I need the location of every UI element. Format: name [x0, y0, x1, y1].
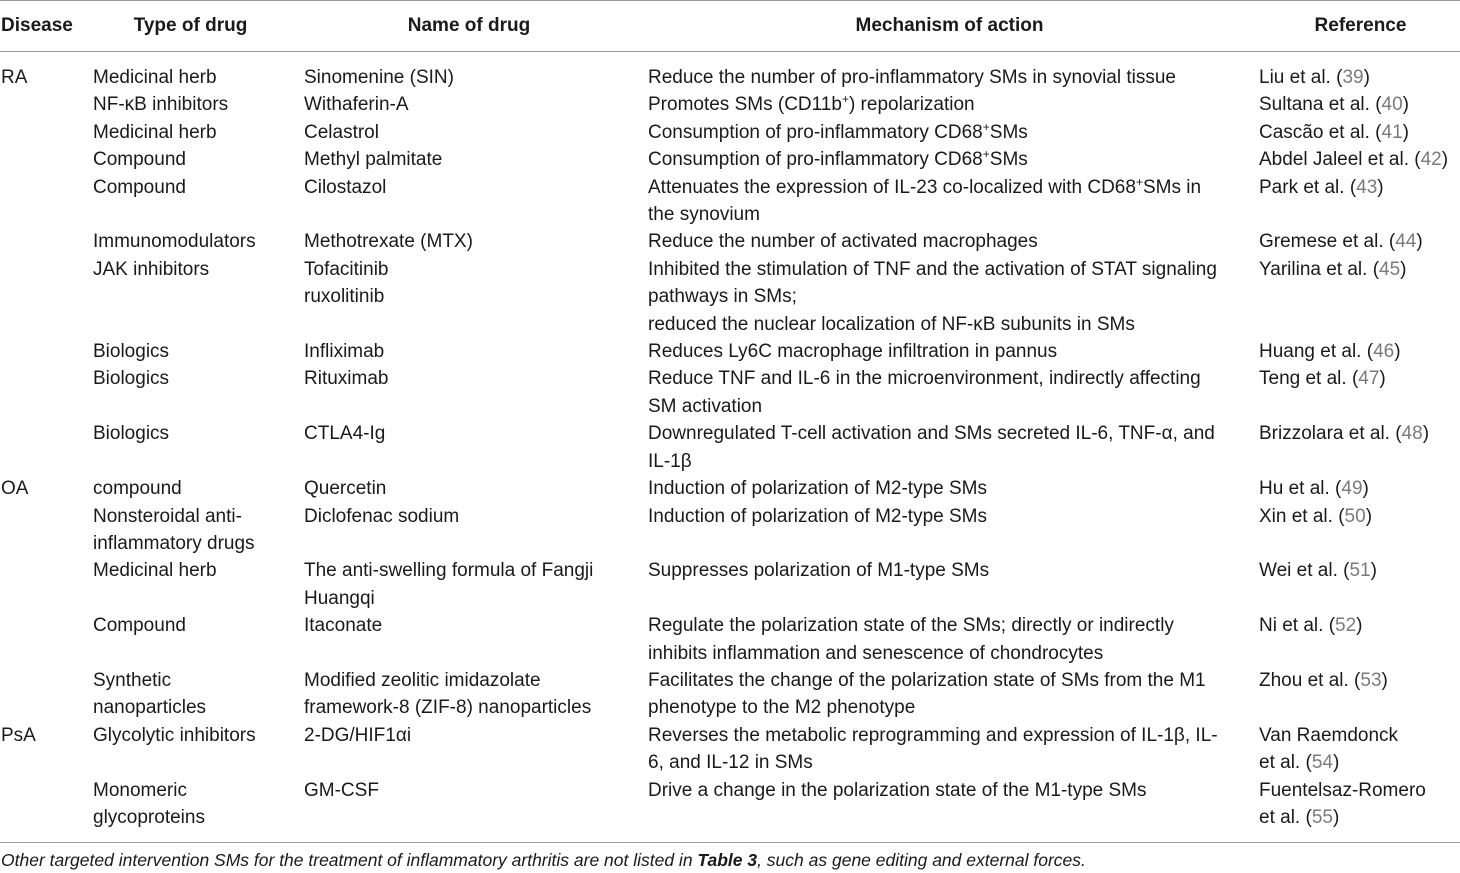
cell-disease: [0, 557, 93, 612]
cell-type-of-drug: [93, 228, 304, 255]
cell-type-of-drug-line: Glycolytic inhibitors: [93, 724, 256, 746]
reference-close-paren: ): [1362, 478, 1369, 500]
cell-reference: [1259, 557, 1460, 612]
cell-disease: [0, 228, 93, 255]
cell-mechanism-line: Reverses the metabolic reprogramming and expression of IL-1β, IL-: [648, 724, 1218, 746]
cell-reference: [1259, 503, 1460, 558]
cell-reference: [1259, 475, 1460, 502]
cell-name-of-drug-line: Infliximab: [304, 341, 385, 363]
cell-type-of-drug-line: Medicinal herb: [93, 121, 217, 143]
cell-mechanism-line: Reduce TNF and IL-6 in the microenvironment, indirectly affecting: [648, 368, 1201, 390]
cell-disease: [0, 52, 93, 92]
cell-name-of-drug-line: Methotrexate (MTX): [304, 231, 473, 253]
cell-type-of-drug-line: nanoparticles: [93, 697, 207, 719]
cell-name-of-drug-line: The anti-swelling formula of Fangji: [304, 560, 594, 582]
cell-reference: [1259, 420, 1460, 475]
reference-close-paren: ): [1394, 341, 1401, 363]
cell-mechanism-line: Attenuates the expression of IL-23 co-localized with CD68+SMs in: [648, 174, 1202, 198]
reference-citation: [1259, 228, 1460, 255]
cell-type-of-drug-line: Compound: [93, 615, 186, 637]
footnote-text-end: , such as gene editing and external forces.: [757, 850, 1086, 870]
cell-name-of-drug-line: Celastrol: [304, 121, 379, 143]
cell-mechanism: [648, 228, 1259, 255]
footnote-table-ref: Table 3: [697, 850, 758, 870]
cell-reference: [1259, 119, 1460, 146]
cell-mechanism: [648, 475, 1259, 502]
table-row: [0, 503, 1460, 558]
reference-citation: [1259, 91, 1460, 118]
cell-mechanism-line: Reduces Ly6C macrophage infiltration in pannus: [648, 341, 1058, 363]
cell-disease: [0, 667, 93, 722]
reference-author: Park et al. (: [1259, 176, 1357, 198]
reference-citation: [1259, 612, 1460, 639]
cell-mechanism-line: reduced the nuclear localization of NF-κB subunits in SMs: [648, 313, 1135, 335]
cell-type-of-drug: [93, 338, 304, 365]
reference-citation: [1259, 420, 1460, 447]
cell-mechanism: [648, 420, 1259, 475]
cell-mechanism: [648, 91, 1259, 118]
cell-disease: [0, 503, 93, 558]
reference-close-paren: ): [1416, 231, 1423, 253]
cell-mechanism-line: inhibits inflammation and senescence of chondrocytes: [648, 642, 1104, 664]
reference-number-link[interactable]: 43: [1356, 176, 1378, 198]
table-row: [0, 557, 1460, 612]
cell-name-of-drug-line: Diclofenac sodium: [304, 505, 460, 527]
cell-reference: [1259, 777, 1460, 842]
cell-name-of-drug: [304, 722, 648, 777]
reference-close-paren: ): [1332, 752, 1340, 774]
reference-author: Xin et al. (: [1259, 505, 1345, 527]
disease-label: RA: [1, 67, 28, 88]
cell-name-of-drug: [304, 338, 648, 365]
reference-number-link[interactable]: 47: [1358, 368, 1380, 390]
cell-disease: [0, 722, 93, 777]
cell-type-of-drug-line: Compound: [93, 176, 186, 198]
cell-mechanism-line: pathways in SMs;: [648, 286, 797, 308]
cell-mechanism-line: Promotes SMs (CD11b+) repolarization: [648, 92, 975, 116]
reference-author: Ni et al. (: [1259, 615, 1336, 637]
cell-type-of-drug-line: Synthetic: [93, 669, 172, 691]
cell-type-of-drug-line: inflammatory drugs: [93, 532, 255, 554]
table-footnote: [1, 850, 1086, 871]
cell-type-of-drug: [93, 174, 304, 229]
cell-disease: [0, 612, 93, 667]
cell-mechanism: [648, 557, 1259, 612]
disease-label: PsA: [1, 724, 36, 746]
cell-name-of-drug: [304, 174, 648, 229]
cell-name-of-drug-line: Cilostazol: [304, 176, 387, 198]
cell-name-of-drug-line: Huangqi: [304, 587, 375, 609]
cell-name-of-drug-line: framework-8 (ZIF-8) nanoparticles: [304, 697, 592, 719]
reference-author: Brizzolara et al. (: [1259, 423, 1402, 445]
cell-name-of-drug: [304, 52, 648, 92]
cell-type-of-drug-line: Immunomodulators: [93, 231, 256, 253]
cell-name-of-drug-line: Sinomenine (SIN): [304, 67, 454, 88]
cell-type-of-drug-line: Medicinal herb: [93, 67, 217, 88]
reference-citation: [1259, 503, 1460, 530]
reference-author-line: Van Raemdonck: [1259, 724, 1399, 746]
cell-mechanism-line: Downregulated T-cell activation and SMs secreted IL-6, TNF-α, and: [648, 423, 1215, 445]
cell-name-of-drug-line: CTLA4-Ig: [304, 423, 386, 445]
superscript-plus: +: [1135, 174, 1143, 189]
cell-disease: [0, 420, 93, 475]
cell-reference: [1259, 365, 1460, 420]
reference-close-paren: ): [1377, 176, 1384, 198]
reference-author: Sultana et al. (: [1259, 94, 1382, 116]
reference-author: Teng et al. (: [1259, 368, 1359, 390]
reference-citation: [1259, 256, 1460, 283]
reference-citation: [1259, 475, 1460, 502]
cell-type-of-drug: [93, 365, 304, 420]
footnote-text: Other targeted intervention SMs for the treatment of inflammatory arthritis are not listed in: [1, 850, 698, 870]
reference-number-link[interactable]: 51: [1349, 560, 1371, 582]
cell-type-of-drug: [93, 777, 304, 842]
cell-reference: [1259, 667, 1460, 722]
table-row: [0, 91, 1460, 118]
cell-mechanism: [648, 146, 1259, 173]
cell-mechanism-line: Suppresses polarization of M1-type SMs: [648, 560, 990, 582]
cell-mechanism: [648, 174, 1259, 229]
cell-name-of-drug-line: 2-DG/HIF1αi: [304, 724, 412, 746]
reference-close-paren: ): [1400, 258, 1407, 280]
reference-close-paren: ): [1402, 121, 1409, 143]
cell-mechanism: [648, 777, 1259, 842]
cell-name-of-drug-line: Quercetin: [304, 478, 387, 500]
cell-name-of-drug: [304, 777, 648, 842]
reference-citation: [1259, 146, 1460, 173]
cell-mechanism: [648, 119, 1259, 146]
cell-disease: [0, 338, 93, 365]
cell-mechanism-line: 6, and IL-12 in SMs: [648, 752, 813, 774]
reference-close-paren: ): [1356, 615, 1363, 637]
reference-close-paren: ): [1402, 94, 1409, 116]
cell-type-of-drug-line: Monomeric: [93, 779, 187, 801]
reference-close-paren: ): [1370, 560, 1377, 582]
reference-close-paren: ): [1379, 368, 1386, 390]
cell-name-of-drug: [304, 146, 648, 173]
reference-number-link[interactable]: 49: [1341, 478, 1363, 500]
table-row: [0, 146, 1460, 173]
cell-mechanism-line: IL-1β: [648, 450, 692, 472]
cell-type-of-drug-line: JAK inhibitors: [93, 258, 210, 280]
reference-close-paren: ): [1363, 67, 1370, 88]
reference-close-paren: ): [1381, 669, 1388, 691]
header-disease: Disease: [0, 1, 93, 52]
reference-author: Abdel Jaleel et al. (: [1259, 149, 1421, 171]
cell-mechanism-line: Induction of polarization of M2-type SMs: [648, 505, 988, 527]
cell-mechanism-line: SM activation: [648, 395, 763, 417]
table-row: [0, 777, 1460, 842]
cell-type-of-drug-line: Medicinal herb: [93, 560, 217, 582]
superscript-plus: +: [982, 147, 990, 162]
table-header-row: [0, 1, 1460, 52]
cell-type-of-drug: [93, 119, 304, 146]
reference-citation: [1259, 64, 1460, 91]
reference-number-link[interactable]: 41: [1381, 121, 1403, 143]
cell-mechanism-line: Reduce the number of pro-inflammatory SMs in synovial tissue: [648, 67, 1177, 88]
cell-name-of-drug: [304, 667, 648, 722]
cell-name-of-drug: [304, 420, 648, 475]
reference-number-link[interactable]: 40: [1381, 94, 1403, 116]
cell-name-of-drug: [304, 119, 648, 146]
cell-type-of-drug: [93, 420, 304, 475]
cell-reference: [1259, 228, 1460, 255]
cell-name-of-drug: [304, 91, 648, 118]
cell-reference: [1259, 91, 1460, 118]
cell-type-of-drug-line: glycoproteins: [93, 806, 205, 828]
reference-number-link[interactable]: 55: [1311, 806, 1333, 828]
reference-number-link[interactable]: 52: [1335, 615, 1357, 637]
cell-name-of-drug-line: Tofacitinib: [304, 258, 389, 280]
cell-mechanism: [648, 338, 1259, 365]
reference-number-link[interactable]: 39: [1342, 67, 1364, 88]
cell-type-of-drug: [93, 557, 304, 612]
cell-type-of-drug: [93, 612, 304, 667]
reference-number-link[interactable]: 45: [1379, 258, 1401, 280]
table-row: [0, 174, 1460, 229]
table-row: [0, 722, 1460, 777]
cell-type-of-drug-line: Biologics: [93, 341, 170, 363]
cell-name-of-drug: [304, 228, 648, 255]
reference-author: Zhou et al. (: [1259, 669, 1361, 691]
cell-mechanism: [648, 722, 1259, 777]
cell-type-of-drug: [93, 256, 304, 338]
reference-author: Hu et al. (: [1259, 478, 1342, 500]
cell-mechanism-line: Consumption of pro-inflammatory CD68+SMs: [648, 147, 1028, 171]
table-row: [0, 119, 1460, 146]
reference-close-paren: ): [1441, 149, 1449, 171]
cell-reference: [1259, 146, 1460, 173]
cell-reference: [1259, 174, 1460, 229]
cell-name-of-drug-line: ruxolitinib: [304, 286, 385, 308]
cell-disease: [0, 777, 93, 842]
header-mechanism: Mechanism of action: [648, 1, 1259, 52]
reference-number-link[interactable]: 44: [1395, 231, 1417, 253]
reference-close-paren: ): [1332, 806, 1340, 828]
cell-disease: [0, 174, 93, 229]
reference-citation: [1259, 804, 1460, 831]
cell-mechanism: [648, 256, 1259, 338]
cell-type-of-drug: [93, 667, 304, 722]
superscript-plus: +: [841, 92, 849, 107]
table-row: [0, 256, 1460, 338]
reference-citation: [1259, 365, 1460, 392]
table-row: [0, 228, 1460, 255]
cell-mechanism-line: Induction of polarization of M2-type SMs: [648, 478, 988, 500]
cell-disease: [0, 365, 93, 420]
cell-type-of-drug-line: Nonsteroidal anti-: [93, 505, 242, 527]
cell-disease: [0, 475, 93, 502]
cell-reference: [1259, 338, 1460, 365]
cell-mechanism-line: Facilitates the change of the polarization state of SMs from the M1: [648, 669, 1206, 691]
reference-author: Liu et al. (: [1259, 67, 1343, 88]
cell-mechanism: [648, 52, 1259, 92]
reference-author: Huang et al. (: [1259, 341, 1374, 363]
cell-name-of-drug: [304, 475, 648, 502]
table-row: [0, 475, 1460, 502]
reference-citation: [1259, 749, 1460, 776]
cell-name-of-drug-line: Itaconate: [304, 615, 383, 637]
reference-citation: [1259, 667, 1460, 694]
superscript-plus: +: [982, 119, 990, 134]
cell-reference: [1259, 256, 1460, 338]
reference-citation: [1259, 119, 1460, 146]
cell-name-of-drug: [304, 365, 648, 420]
cell-mechanism-line: Inhibited the stimulation of TNF and the activation of STAT signaling: [648, 258, 1217, 280]
table-body: [0, 52, 1460, 842]
cell-name-of-drug: [304, 256, 648, 338]
table-row: [0, 338, 1460, 365]
cell-reference: [1259, 722, 1460, 777]
reference-citation: [1259, 174, 1460, 201]
reference-author: Cascão et al. (: [1259, 121, 1382, 143]
reference-number-link[interactable]: 48: [1401, 423, 1423, 445]
cell-mechanism-line: Reduce the number of activated macrophages: [648, 231, 1038, 253]
cell-type-of-drug-line: Compound: [93, 149, 186, 171]
table-row: [0, 365, 1460, 420]
cell-name-of-drug-line: Rituximab: [304, 368, 389, 390]
cell-disease: [0, 119, 93, 146]
cell-reference: [1259, 612, 1460, 667]
cell-type-of-drug: [93, 146, 304, 173]
reference-number-link[interactable]: 46: [1373, 341, 1395, 363]
cell-name-of-drug: [304, 557, 648, 612]
reference-citation: [1259, 338, 1460, 365]
cell-disease: [0, 146, 93, 173]
cell-type-of-drug-line: NF-κB inhibitors: [93, 94, 229, 116]
reference-author-line: Fuentelsaz-Romero: [1259, 779, 1426, 801]
disease-label: OA: [1, 478, 29, 500]
cell-type-of-drug-line: compound: [93, 478, 182, 500]
cell-type-of-drug: [93, 503, 304, 558]
cell-mechanism-line: Drive a change in the polarization state of the M1-type SMs: [648, 779, 1147, 801]
cell-name-of-drug-line: Modified zeolitic imidazolate: [304, 669, 541, 691]
reference-number-link[interactable]: 54: [1311, 752, 1333, 774]
reference-author: et al. (: [1259, 752, 1312, 774]
cell-type-of-drug-line: Biologics: [93, 368, 170, 390]
table-row: [0, 52, 1460, 92]
reference-citation: [1259, 557, 1460, 584]
reference-number-link[interactable]: 50: [1344, 505, 1366, 527]
header-reference: Reference: [1259, 1, 1460, 52]
table-row: [0, 667, 1460, 722]
cell-name-of-drug-line: Withaferin-A: [304, 94, 409, 116]
cell-name-of-drug: [304, 503, 648, 558]
cell-type-of-drug: [93, 722, 304, 777]
header-type-of-drug: Type of drug: [93, 1, 304, 52]
cell-mechanism-line: Consumption of pro-inflammatory CD68+SMs: [648, 119, 1028, 143]
reference-author: Wei et al. (: [1259, 560, 1350, 582]
table-row: [0, 420, 1460, 475]
cell-mechanism: [648, 503, 1259, 558]
cell-mechanism: [648, 667, 1259, 722]
header-name-of-drug: Name of drug: [304, 1, 648, 52]
cell-name-of-drug-line: Methyl palmitate: [304, 149, 443, 171]
cell-disease: [0, 256, 93, 338]
cell-mechanism: [648, 612, 1259, 667]
reference-author: Yarilina et al. (: [1259, 258, 1380, 280]
cell-mechanism-line: the synovium: [648, 204, 760, 226]
cell-mechanism: [648, 365, 1259, 420]
cell-mechanism-line: phenotype to the M2 phenotype: [648, 697, 916, 719]
reference-author: et al. (: [1259, 806, 1312, 828]
reference-number-link[interactable]: 42: [1420, 149, 1442, 171]
table-bottom-rule: [0, 842, 1460, 843]
reference-number-link[interactable]: 53: [1360, 669, 1382, 691]
cell-reference: [1259, 52, 1460, 92]
cell-disease: [0, 91, 93, 118]
reference-close-paren: ): [1365, 505, 1373, 527]
table-row: [0, 612, 1460, 667]
cell-name-of-drug: [304, 612, 648, 667]
reference-close-paren: ): [1422, 423, 1430, 445]
cell-name-of-drug-line: GM-CSF: [304, 779, 379, 801]
cell-type-of-drug: [93, 52, 304, 92]
reference-author: Gremese et al. (: [1259, 231, 1396, 253]
cell-type-of-drug: [93, 475, 304, 502]
cell-mechanism-line: Regulate the polarization state of the SMs; directly or indirectly: [648, 615, 1174, 637]
cell-type-of-drug-line: Biologics: [93, 423, 170, 445]
cell-type-of-drug: [93, 91, 304, 118]
